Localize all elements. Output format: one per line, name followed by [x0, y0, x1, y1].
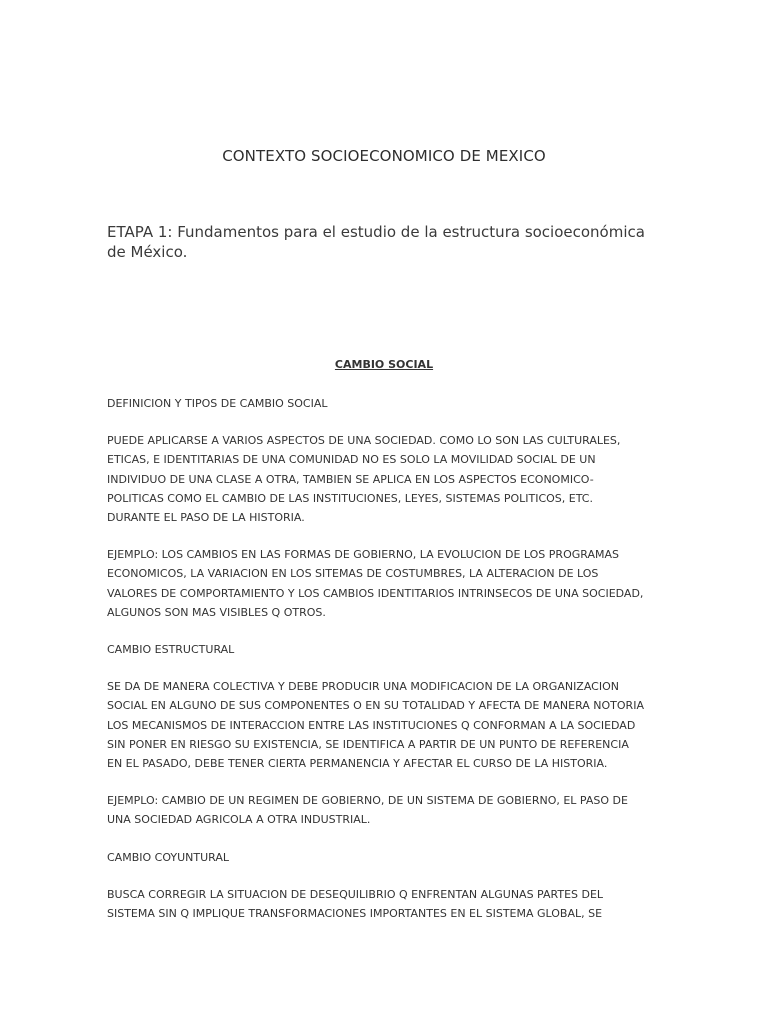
text-line: INDIVIDUO DE UNA CLASE A OTRA, TAMBIEN SE APLICA EN LOS ASPECTOS ECONOMICO- — [107, 472, 594, 486]
subheading — [107, 848, 663, 867]
document-title: CONTEXTO SOCIOECONOMICO DE MEXICO — [222, 147, 546, 165]
text-line: CAMBIO COYUNTURAL — [107, 850, 229, 864]
paragraph — [107, 545, 663, 622]
text-line: CAMBIO ESTRUCTURAL — [107, 643, 235, 657]
text-line: UNA SOCIEDAD AGRICOLA A OTRA INDUSTRIAL. — [107, 813, 371, 827]
text-line: ALGUNOS SON MAS VISIBLES Q OTROS. — [107, 605, 326, 619]
text-line: PUEDE APLICARSE A VARIOS ASPECTOS DE UNA SOCIEDAD. COMO LO SON LAS CULTURALES, — [107, 434, 621, 448]
text-line: VALORES DE COMPORTAMIENTO Y LOS CAMBIOS IDENTITARIOS INTRINSECOS DE UNA SOCIEDAD, — [107, 586, 644, 600]
text-line: DURANTE EL PASO DE LA HISTORIA. — [107, 511, 305, 525]
paragraph — [107, 431, 663, 527]
text-line: ETICAS, E IDENTITARIAS DE UNA COMUNIDAD NO ES SOLO LA MOVILIDAD SOCIAL DE UN — [107, 453, 596, 467]
text-line: LOS MECANISMOS DE INTERACCION ENTRE LAS INSTITUCIONES Q CONFORMAN A LA SOCIEDAD — [107, 718, 636, 732]
text-line: SIN PONER EN RIESGO SU EXISTENCIA, SE IDENTIFICA A PARTIR DE UN PUNTO DE REFERENCIA — [107, 737, 629, 751]
text-line: POLITICAS COMO EL CAMBIO DE LAS INSTITUCIONES, LEYES, SISTEMAS POLITICOS, ETC. — [107, 491, 593, 505]
text-line: ECONOMICOS, LA VARIACION EN LOS SITEMAS DE COSTUMBRES, LA ALTERACION DE LOS — [107, 567, 599, 581]
text-line: SE DA DE MANERA COLECTIVA Y DEBE PRODUCIR UNA MODIFICACION DE LA ORGANIZACION — [107, 680, 619, 694]
text-line: SISTEMA SIN Q IMPLIQUE TRANSFORMACIONES IMPORTANTES EN EL SISTEMA GLOBAL, SE — [107, 907, 603, 921]
paragraph — [107, 791, 663, 829]
paragraph — [107, 677, 663, 773]
text-line: SOCIAL EN ALGUNO DE SUS COMPONENTES O EN SU TOTALIDAD Y AFECTA DE MANERA NOTORIA — [107, 699, 644, 713]
stage-heading: ETAPA 1: Fundamentos para el estudio de la estructura socioeconómica de México. — [107, 223, 645, 261]
paragraph — [107, 885, 663, 923]
text-line: DEFINICION Y TIPOS DE CAMBIO SOCIAL — [107, 397, 328, 410]
text-line: EN EL PASADO, DEBE TENER CIERTA PERMANENCIA Y AFECTAR EL CURSO DE LA HISTORIA. — [107, 757, 608, 771]
text-line: EJEMPLO: CAMBIO DE UN REGIMEN DE GOBIERNO, DE UN SISTEMA DE GOBIERNO, EL PASO DE — [107, 794, 628, 808]
section-heading: CAMBIO SOCIAL — [334, 358, 434, 371]
text-line: BUSCA CORREGIR LA SITUACION DE DESEQUILIBRIO Q ENFRENTAN ALGUNAS PARTES DEL — [107, 887, 604, 901]
subheading — [107, 640, 663, 659]
document-body — [107, 394, 663, 941]
text-line: EJEMPLO: LOS CAMBIOS EN LAS FORMAS DE GOBIERNO, LA EVOLUCION DE LOS PROGRAMAS — [107, 548, 619, 562]
subheading — [107, 394, 663, 413]
